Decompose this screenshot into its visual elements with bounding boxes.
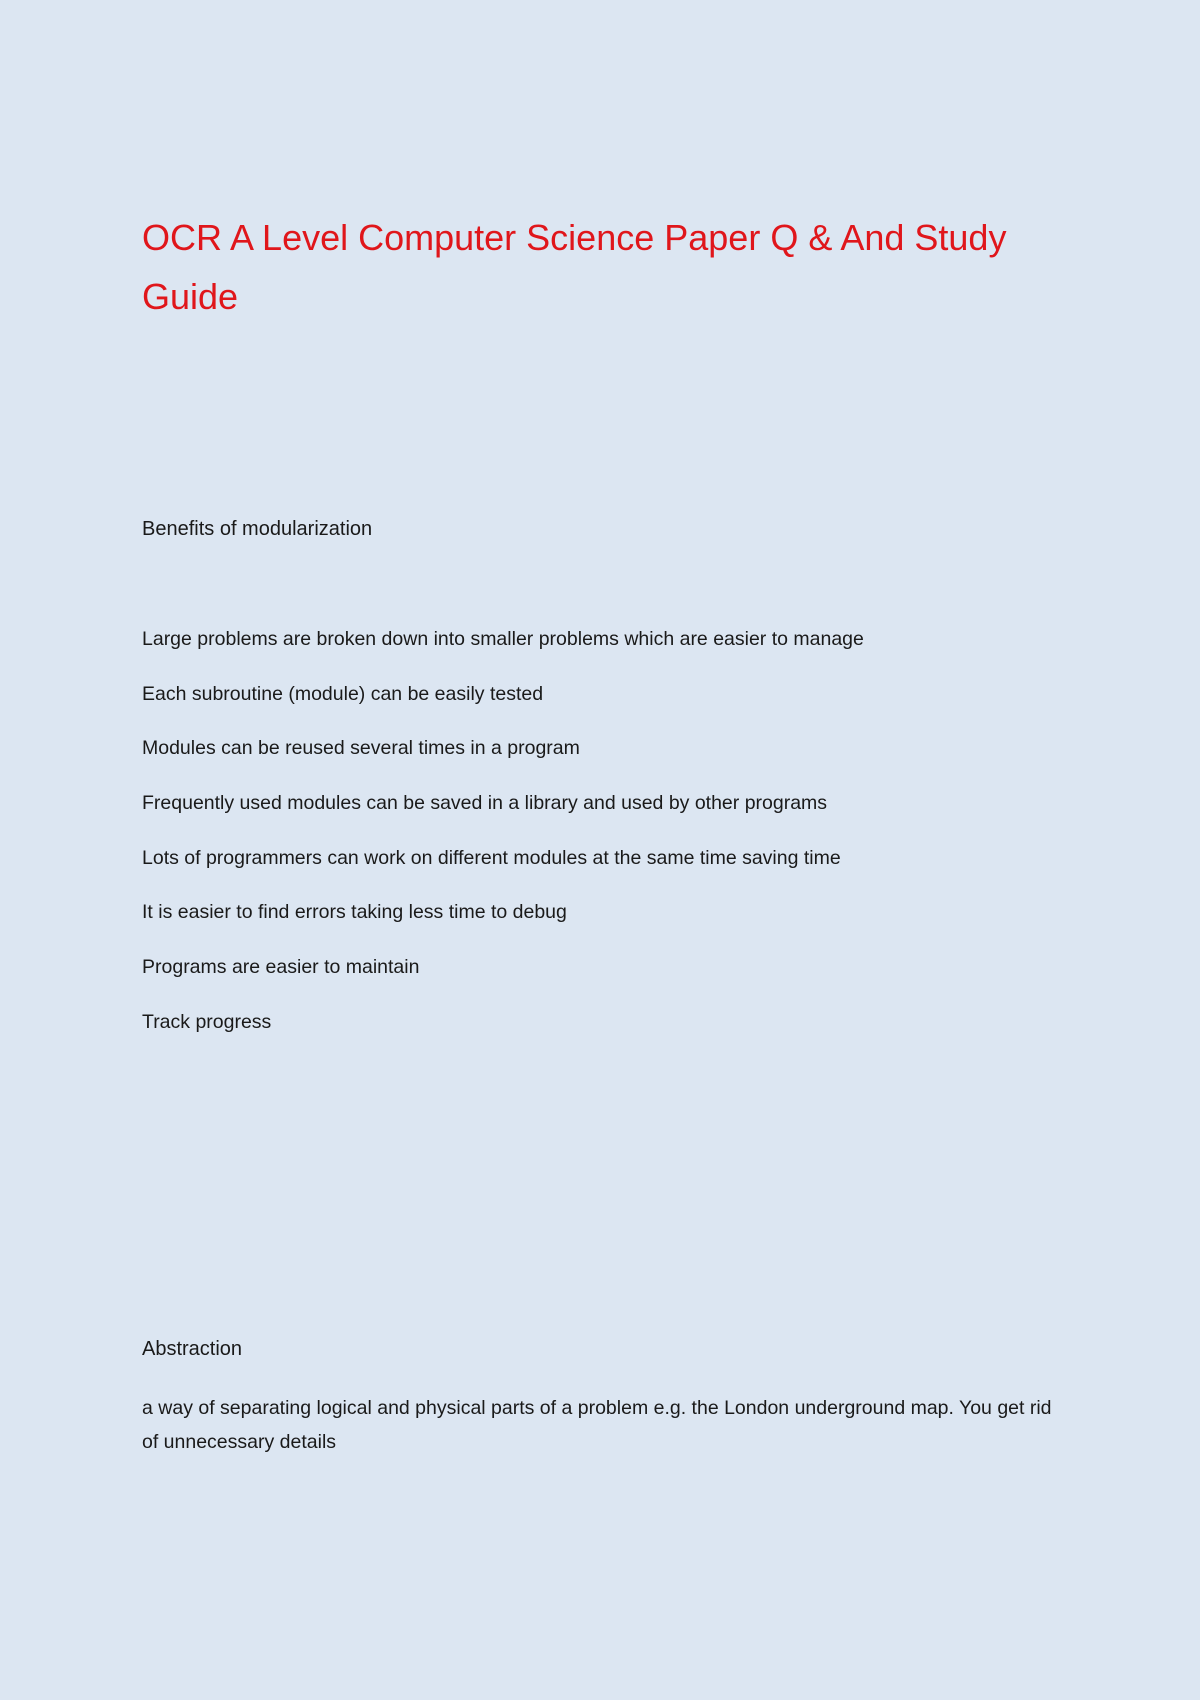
document-title: OCR A Level Computer Science Paper Q & And Study Guide (142, 217, 1007, 317)
abstraction-heading: Abstraction (142, 1338, 243, 1360)
benefit-item: Each subroutine (module) can be easily tested (142, 682, 544, 705)
abstraction-definition: a way of separating logical and physical parts of a problem e.g. the London underground map. You get rid of unnecessary details (142, 1397, 1052, 1453)
benefit-item: Large problems are broken down into smaller problems which are easier to manage (142, 628, 864, 650)
benefit-item: Programs are easier to maintain (142, 956, 420, 979)
benefit-item: Modules can be reused several times in a program (142, 737, 580, 760)
benefit-item: Lots of programmers can work on different modules at the same time saving time (142, 846, 841, 869)
benefits-list (142, 627, 864, 1065)
benefit-item: Track progress (142, 1010, 272, 1033)
benefit-item: Frequently used modules can be saved in a library and used by other programs (142, 792, 828, 815)
benefits-heading: Benefits of modularization (142, 518, 373, 540)
benefit-item: It is easier to find errors taking less time to debug (142, 901, 567, 924)
